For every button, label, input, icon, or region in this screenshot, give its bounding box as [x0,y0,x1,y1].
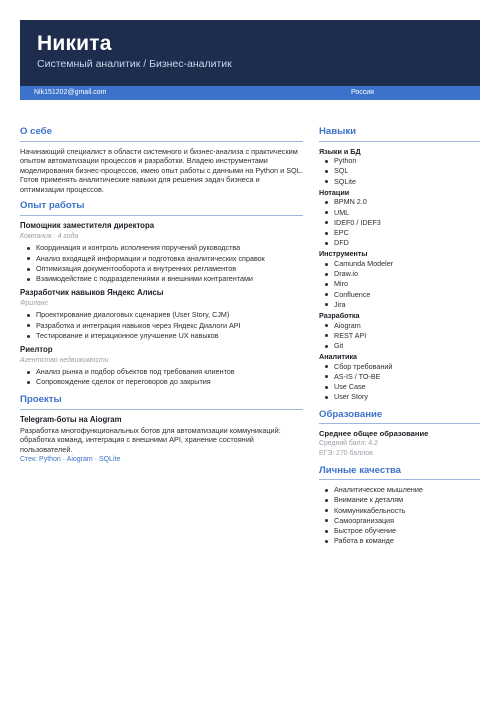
education-title: Среднее общее образование [319,429,429,439]
skill-list [323,259,480,310]
list-item: Анализ рынка и подбор объектов под требования клиентов [25,367,303,377]
job-subtitle: Фриланс [20,300,49,308]
job-duties [25,310,303,341]
job-list [20,221,303,388]
education-exam: ЕГЭ: 270 баллов [319,449,373,457]
skill-item: REST API [323,331,480,341]
qualities-list [323,485,480,546]
skill-list [323,197,480,248]
candidate-title: Системный аналитик / Бизнес-аналитик [37,58,232,71]
skill-item: EPC [323,228,480,238]
job-entry [20,221,303,285]
qualities-section [319,465,480,547]
skill-item: Сбор требований [323,362,480,372]
skill-item: Camunda Modeler [323,259,480,269]
skill-item: Miro [323,279,480,289]
about-section [20,126,303,194]
list-item: Анализ входящей информации и подготовка аналитических справок [25,254,303,264]
skill-item: Draw.io [323,269,480,279]
project-list [20,415,303,465]
list-item: Разработка и интеграция навыков через Яндекс Диалоги API [25,321,303,331]
job-subtitle: Агентство недвижимости [20,356,109,364]
section-heading: Навыки [319,126,480,142]
quality-item: Коммуникабельность [323,506,480,516]
job-entry [20,288,303,342]
resume-header [20,20,480,86]
skill-group-title: Нотации [319,187,350,197]
skills-section [319,126,480,403]
list-item: Проектирование диалоговых сценариев (User Story, CJM) [25,310,303,320]
education-score: Средний балл: 4.2 [319,440,378,448]
skill-item: Jira [323,300,480,310]
project-stack: Стек: Python · Aiogram · SQLite [20,456,121,464]
skill-groups [319,147,480,403]
project-title: Telegram-боты на Aiogram [20,414,122,424]
left-column [20,126,303,470]
section-heading: Проекты [20,394,303,410]
job-subtitle: Компания · 4 года [20,233,79,241]
list-item: Координация и контроль исполнения поручений руководства [25,243,303,253]
skill-list [323,321,480,352]
section-heading: Личные качества [319,465,480,481]
section-heading: Опыт работы [20,200,303,216]
skill-item: BPMN 2.0 [323,197,480,207]
skill-item: Aiogram [323,321,480,331]
skill-item: User Story [323,392,480,402]
job-duties [25,243,303,285]
job-duties [25,367,303,388]
candidate-name: Никита [37,32,112,55]
skill-list [323,362,480,403]
skill-group-title: Языки и БД [319,146,361,156]
job-title: Разработчик навыков Яндекс Алисы [20,287,164,297]
skill-item: Python [323,156,480,166]
skill-item: IDEF0 / IDEF3 [323,218,480,228]
projects-section [20,394,303,465]
quality-item: Аналитическое мышление [323,485,480,495]
list-item: Сопровождение сделок от переговоров до закрытия [25,377,303,387]
skill-item: Use Case [323,382,480,392]
right-column [319,126,480,552]
skill-group-title: Разработка [319,311,360,320]
skill-group-title: Инструменты [319,249,368,259]
skill-group-title: Аналитика [319,352,358,362]
skill-list [323,156,480,187]
quality-item: Быстрое обучение [323,526,480,536]
job-entry [20,345,303,388]
section-heading: Образование [319,409,480,425]
about-text: Начинающий специалист в области системного и бизнес-анализа с практическим опытом автоматизации процессов и разработки. Владею инструментами моделирования бизнес-процессов, имею опыт работы с данными на Python и SQL. Готов применять аналитические навыки для решения задач бизнеса и оптимизации процессов. [20,146,303,194]
contact-bar [20,86,480,100]
skill-item: DFD [323,238,480,248]
list-item: Взаимодействие с подразделениями и внешними контрагентами [25,274,303,284]
skill-item: SQLite [323,177,480,187]
list-item: Тестирование и итерационное улучшение UX навыков [25,331,303,341]
skill-item: SQL [323,166,480,176]
skill-item: AS-IS / TO-BE [323,372,480,382]
email-link[interactable]: Nik151202@gmail.com [34,89,107,96]
job-title: Риелтор [20,344,53,354]
skill-item: Confluence [323,290,480,300]
quality-item: Работа в команде [323,536,480,546]
quality-item: Внимание к деталям [323,495,480,505]
experience-section [20,200,303,388]
skill-item: Git [323,341,480,351]
project-description: Разработка многофункциональных ботов для автоматизации коммуникаций: обработка команд, интеграция с внешними API, хранение состояний пользователей. [20,425,281,454]
list-item: Оптимизация документооборота и внутренних регламентов [25,264,303,274]
skill-item: UML [323,208,480,218]
section-heading: О себе [20,126,303,142]
education-section [319,409,480,459]
job-title: Помощник заместителя директора [20,220,155,230]
quality-item: Самоорганизация [323,516,480,526]
location-text: Россия [351,89,374,96]
